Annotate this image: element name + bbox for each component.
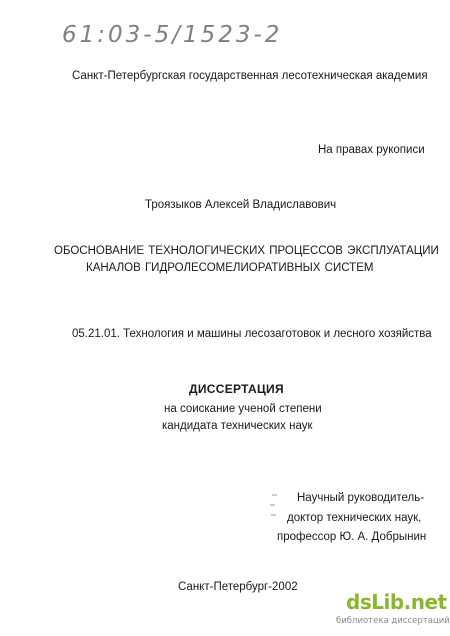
- institution-name: Санкт-Петербургская государственная лесотехническая академия: [72, 70, 428, 82]
- degree-line-2: кандидата технических наук: [162, 420, 313, 432]
- watermark-tagline: библиотека диссертаций: [336, 616, 450, 626]
- dissertation-title-line-1: ОБОСНОВАНИЕ ТЕХНОЛОГИЧЕСКИХ ПРОЦЕССОВ ЭКСПЛУАТАЦИИ: [54, 245, 439, 257]
- archive-stamp: 61:03-5/1523-2: [62, 22, 283, 48]
- scan-tick-marks: [268, 487, 288, 527]
- degree-line-1: на соискание ученой степени: [164, 403, 322, 415]
- dissertation-title-line-2: КАНАЛОВ ГИДРОЛЕСОМЕЛИОРАТИВНЫХ СИСТЕМ: [86, 262, 374, 274]
- specialty-code: 05.21.01. Технология и машины лесозаготовок и лесного хозяйства: [72, 328, 432, 340]
- place-and-year: Санкт-Петербург-2002: [178, 581, 298, 593]
- supervisor-degree: доктор технических наук,: [287, 512, 422, 524]
- supervisor-role: Научный руководитель-: [297, 492, 425, 504]
- document-type-heading: ДИССЕРТАЦИЯ: [189, 382, 284, 396]
- manuscript-rights-label: На правах рукописи: [318, 144, 425, 156]
- supervisor-name: профессор Ю. А. Добрынин: [277, 531, 427, 543]
- author-name: Троязыков Алексей Владиславович: [145, 199, 337, 211]
- dslib-watermark-logo[interactable]: [336, 590, 448, 634]
- watermark-brand: dsLib.net: [346, 590, 447, 614]
